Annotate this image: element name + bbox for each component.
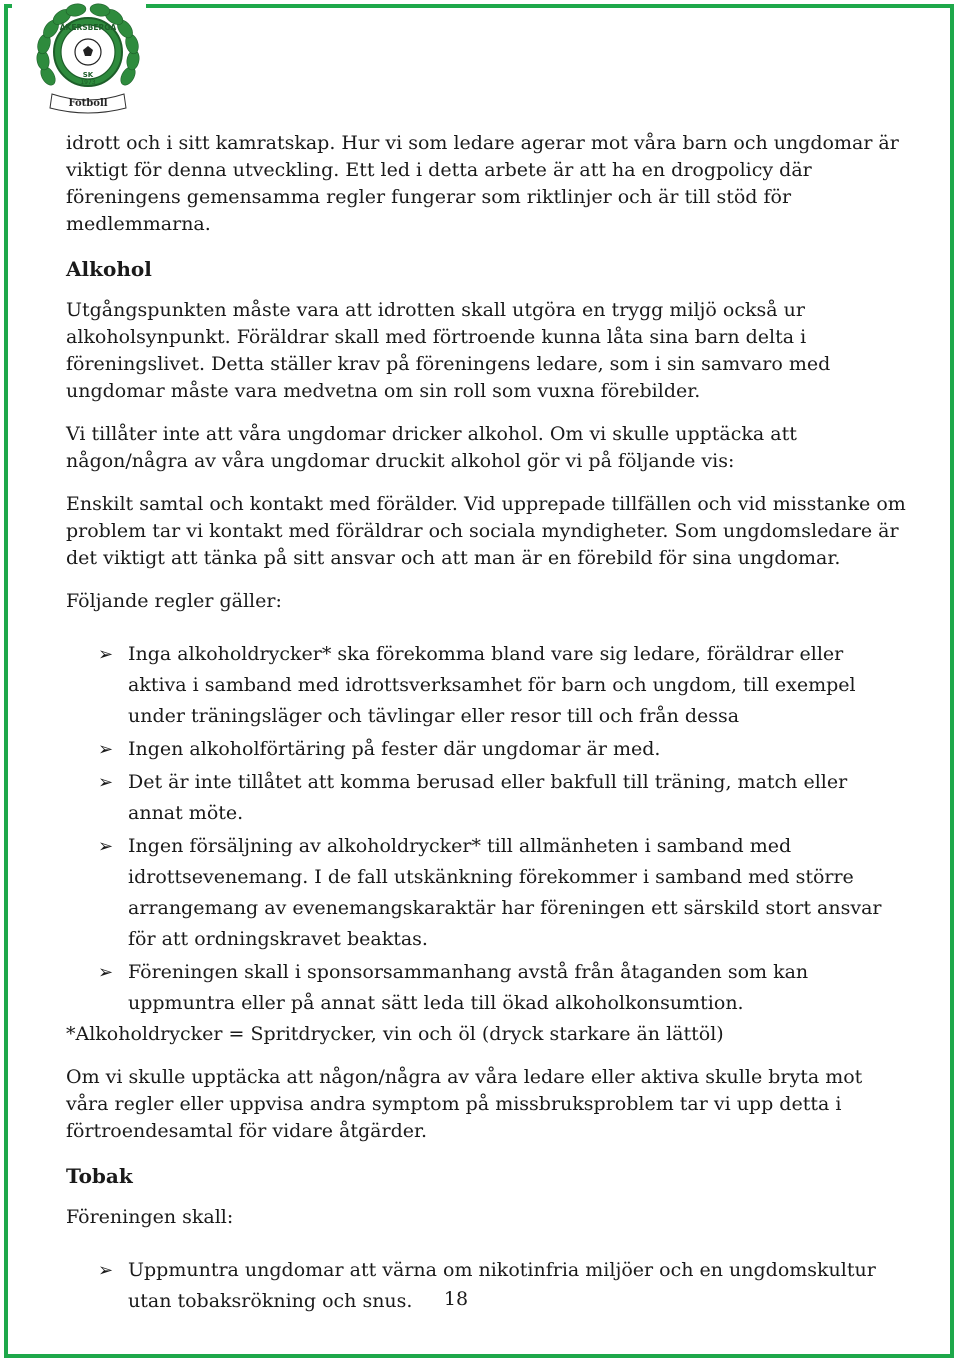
list-item: ➢ Ingen försäljning av alkoholdrycker* till allmänheten i samband med idrottsevenemang. I de fall utskänkning förekommer i samband med större arrangemang av evenemangskaraktär har föreningen ett särskild stort ansvar för att ordningskravet beaktas. [66, 831, 906, 955]
arrow-bullet-icon: ➢ [98, 836, 114, 857]
list-item: ➢ Föreningen skall i sponsorsammanhang avstå från åtaganden som kan uppmuntra eller på annat sätt leda till ökad alkoholkonsumtion. [66, 957, 906, 1019]
footnote: *Alkoholdrycker = Spritdrycker, vin och öl (dryck starkare än lättöl) [66, 1023, 724, 1045]
arrow-bullet-icon: ➢ [98, 772, 114, 793]
alkohol-paragraph-3: Enskilt samtal och kontakt med förälder. Vid upprepade tillfällen och vid misstanke om problem tar vi kontakt med föräldrar och sociala myndigheter. Som ungdomsledare är det viktigt att tänka på sitt ansvar och att man är en förebild för sina ungdomar. [66, 493, 906, 569]
alkohol-heading: Alkohol [66, 257, 152, 281]
list-item: ➢ Inga alkoholdrycker* ska förekomma bland vare sig ledare, föräldrar eller aktiva i samband med idrottsverksamhet för barn och ungdom, till exempel under träningsläger och tävlingar eller resor till och från dessa [66, 639, 906, 732]
logo-club-name: ÅKERSBERGA [59, 23, 117, 32]
list-item: ➢ Det är inte tillåtet att komma berusad eller bakfull till träning, match eller annat möte. [66, 767, 906, 829]
rules-intro: Följande regler gäller: [66, 590, 282, 612]
arrow-bullet-icon: ➢ [98, 644, 114, 665]
intro-paragraph: idrott och i sitt kamratskap. Hur vi som ledare agerar mot våra barn och ungdomar är viktigt för denna utveckling. Ett led i detta arbete är att ha en drogpolicy där föreningens gemensamma regler fungerar som riktlinjer och är till stöd för medlemmarna. [66, 132, 899, 235]
list-item: ➢ Ingen alkoholförtäring på fester där ungdomar är med. [66, 734, 906, 765]
tobak-intro: Föreningen skall: [66, 1206, 234, 1228]
alkohol-paragraph-4: Om vi skulle upptäcka att någon/några av våra ledare eller aktiva skulle bryta mot våra regler eller uppvisa andra symptom på missbruksproblem tar vi upp detta i förtroendesamtal för vidare åtgärder. [66, 1066, 863, 1142]
page-number: 18 [443, 1288, 469, 1310]
alkohol-paragraph-1: Utgångspunkten måste vara att idrotten skall utgöra en trygg miljö också ur alkoholsynpunkt. Föräldrar skall med förtroende kunna låta sina barn delta i föreningslivet. Detta ställer krav på föreningens ledare, som i sin samvaro med ungdomar måste vara medvetna om sin roll som vuxna förebilder. [66, 299, 831, 402]
logo-banner-text: Fotboll [68, 98, 108, 109]
logo-abbrev: SK [82, 71, 94, 79]
arrow-bullet-icon: ➢ [98, 962, 114, 983]
list-item: ➢ Uppmuntra ungdomar att värna om nikotinfria miljöer och en ungdomskultur utan tobaksrökning och snus. [66, 1255, 906, 1317]
club-logo [30, 2, 146, 118]
arrow-bullet-icon: ➢ [98, 1260, 114, 1281]
document-body [66, 130, 906, 1319]
tobak-heading: Tobak [66, 1164, 133, 1188]
alkohol-paragraph-2: Vi tillåter inte att våra ungdomar dricker alkohol. Om vi skulle upptäcka att någon/några av våra ungdomar druckit alkohol gör vi på följande vis: [66, 423, 797, 472]
arrow-bullet-icon: ➢ [98, 739, 114, 760]
alcohol-rules-list [66, 639, 906, 1019]
logo-year: 1973 [80, 79, 96, 86]
